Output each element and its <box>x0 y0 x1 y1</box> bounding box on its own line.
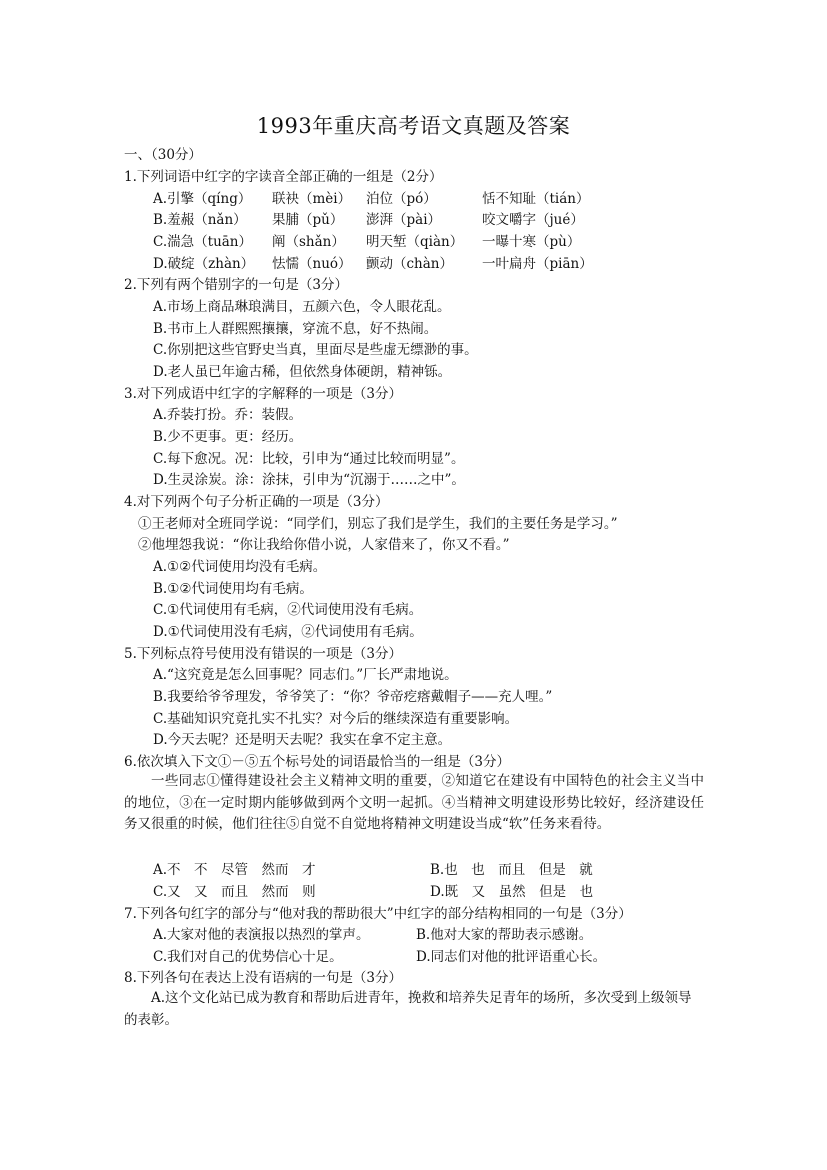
q6-passage: 一些同志①懂得建设社会主义精神文明的重要，②知道它在建设有中国特色的社会主义当中的地位，③在一定时期内能够做到两个文明一起抓。④当精神文明建设形势比较好，经济建设任务又很重的时候，他们往往⑤自觉不自觉地将精神文明建设当成“软”任务来看待。 <box>124 773 704 832</box>
q4-option-c: C.①代词使用有毛病，②代词使用没有毛病。 <box>153 602 423 618</box>
q1-option-c-3: 明天堑（qiàn） <box>366 234 464 250</box>
q3-option-d: D.生灵涂炭。涂：涂抹，引申为“沉溺于……之中”。 <box>153 472 465 488</box>
q5-option-a: A.“这究竟是怎么回事呢？同志们。”厂长严肃地说。 <box>153 667 458 683</box>
q2-option-c: C.你别把这些官野史当真，里面尽是些虚无缥渺的事。 <box>153 342 478 358</box>
q4-sentence-1: ①王老师对全班同学说：“同学们，别忘了我们是学生，我们的主要任务是学习。” <box>138 516 618 532</box>
q1-option-d-1: D.破绽（zhàn） <box>153 256 255 272</box>
q1-option-b-4: 咬文嚼字（jué） <box>482 212 584 228</box>
q1-option-a-2: 联袂（mèi） <box>272 191 352 207</box>
q4-option-a: A.①②代词使用均没有毛病。 <box>153 559 327 575</box>
q4-option-b: B.①②代词使用均有毛病。 <box>153 581 313 597</box>
q1-option-b-1: B.羞赧（nǎn） <box>153 212 247 228</box>
q5-option-c: C.基础知识究竟扎实不扎实？对今后的继续深造有重要影响。 <box>153 711 519 727</box>
q6-option-a: A.不 不 尽管 然而 才 <box>153 862 316 878</box>
q2-option-a: A.市场上商品琳琅满目，五颜六色，令人眼花乱。 <box>153 299 451 315</box>
question-2-stem: 2.下列有两个错别字的一句是（3分） <box>124 277 348 293</box>
q1-option-c-1: C.湍急（tuān） <box>153 234 253 250</box>
q1-option-d-3: 颤动（chàn） <box>366 256 453 272</box>
q3-option-a: A.乔装打扮。乔：装假。 <box>153 407 303 423</box>
q1-option-d-2: 怯懦（nuó） <box>272 256 352 272</box>
q7-option-b: B.他对大家的帮助表示感谢。 <box>416 927 593 943</box>
q5-option-d: D.今天去呢？还是明天去呢？我实在拿不定主意。 <box>153 732 452 748</box>
q3-option-b: B.少不更事。更：经历。 <box>153 429 303 445</box>
page-title: 1993年重庆高考语文真题及答案 <box>256 114 571 138</box>
question-6-stem: 6.依次填入下文①－⑤五个标号处的词语最恰当的一组是（3分） <box>124 754 510 770</box>
question-5-stem: 5.下列标点符号使用没有错误的一项是（3分） <box>124 646 402 662</box>
q4-option-d: D.①代词使用没有毛病，②代词使用有毛病。 <box>153 624 423 640</box>
q1-option-c-2: 阐（shǎn） <box>272 234 345 250</box>
q1-option-d-4: 一叶扁舟（piān） <box>482 256 593 272</box>
q7-option-c: C.我们对自己的优势信心十足。 <box>153 949 343 965</box>
q1-option-b-2: 果脯（pǔ） <box>272 212 344 228</box>
q1-option-a-3: 泊位（pó） <box>366 191 437 207</box>
q6-option-b: B.也 也 而且 但是 就 <box>430 862 593 878</box>
q5-option-b: B.我要给爷爷理发，爷爷笑了：“你？爷帝疙瘩戴帽子——充人哩。” <box>153 689 553 705</box>
question-3-stem: 3.对下列成语中红字的字解释的一项是（3分） <box>124 386 402 402</box>
q7-option-a: A.大家对他的表演报以热烈的掌声。 <box>153 927 370 943</box>
q4-sentence-2: ②他埋怨我说：“你让我给你借小说，人家借来了，你又不看。” <box>138 537 510 553</box>
q1-option-c-4: 一曝十寒（pù） <box>482 234 581 250</box>
q3-option-c: C.每下愈况。况：比较，引申为“通过比较而明显”。 <box>153 451 465 467</box>
q1-option-a-4: 恬不知耻（tián） <box>482 191 590 207</box>
q2-option-d: D.老人虽已年逾古稀，但依然身体硬朗，精神铄。 <box>153 364 452 380</box>
question-8-stem: 8.下列各句在表达上没有语病的一句是（3分） <box>124 970 402 986</box>
q1-option-b-3: 澎湃（pài） <box>366 212 442 228</box>
q2-option-b: B.书市上人群熙熙攘攘，穿流不息，好不热闹。 <box>153 321 438 337</box>
q6-option-c: C.又 又 而且 然而 则 <box>153 884 316 900</box>
question-7-stem: 7.下列各句红字的部分与“他对我的帮助很大”中红字的部分结构相同的一句是（3分） <box>124 906 632 922</box>
q8-option-a: A.这个文化站已成为教育和帮助后进青年，挽救和培养失足青年的场所，多次受到上级领导的表彰。 <box>124 990 692 1028</box>
q7-option-d: D.同志们对他的批评语重心长。 <box>416 949 607 965</box>
section-heading: 一、（30分） <box>124 147 202 163</box>
q1-option-a-1: A.引擎（qíng） <box>153 191 252 207</box>
q6-option-d: D.既 又 虽然 但是 也 <box>430 884 594 900</box>
question-1-stem: 1.下列词语中红字的字读音全部正确的一组是（2分） <box>124 169 443 185</box>
question-4-stem: 4.对下列两个句子分析正确的一项是（3分） <box>124 494 389 510</box>
